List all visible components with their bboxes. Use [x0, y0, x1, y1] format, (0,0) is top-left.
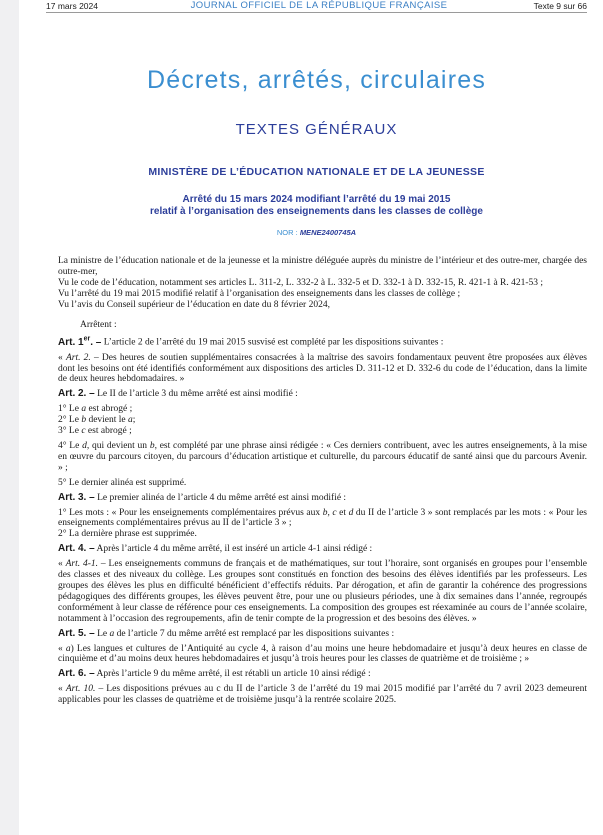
- article-2-label: Art. 2. –: [58, 388, 95, 400]
- header-divider: [46, 12, 587, 13]
- article-4-quote: « Art. 4-1. – Les enseignements communs de français et de mathématiques, sur tout l’horaire, sont organisés en groupes pour l’ensemble des classes et des niveaux du collège. Les groupes sont constitués en fonction des besoins des élèves identifiés par les professeurs. Les groupes des élèves les plus en difficulté bénéficient d’effectifs réduits. Par dérogation, et afin de garantir la cohérence des progressions pédagogiques des différents groupes, les élèves peuvent être, pour une ou plusieurs périodes, une à dix semaines dans l’année, regroupés conformément à leur classe de référence pour ces enseignements. La composition des groupes est réexaminée au cours de l’année scolaire, notamment à l’occasion des regroupements, afin de tenir compte de la progression et des besoins des élèves. »: [58, 559, 587, 624]
- left-margin-bar: [0, 0, 19, 835]
- list-item: 5° Le dernier alinéa est supprimé.: [58, 477, 187, 488]
- nor-value: MENE2400745A: [299, 228, 357, 237]
- list-item: 1° Le a est abrogé ;: [58, 404, 133, 415]
- section-subtitle: TEXTES GÉNÉRAUX: [235, 121, 398, 138]
- article-5-quote: « a) Les langues et cultures de l’Antiquité au cycle 4, à raison d’au moins une heure hebdomadaire et jusqu’à deux heures en classe de cinquième et d’au moins deux heures hebdomadaires et jusqu’à trois heures pour les classes de quatrième et de troisième ; »: [58, 643, 588, 665]
- article-5-label: Art. 5. –: [58, 627, 95, 639]
- article-3: Art. 3. – Le premier alinéa de l’article 4 du même arrêté est ainsi modifié :: [58, 491, 347, 503]
- article-6-quote: « Art. 10. – Les dispositions prévues au c du II de l’article 3 de l’arrêté du 19 mai 2015 modifié par l’arrêté du 7 avril 2023 demeurent applicables pour les classes de quatrième et de troisième jusqu’à la rentrée scolaire 2025.: [58, 684, 588, 706]
- header-text-number: Texte 9 sur 66: [533, 1, 587, 11]
- section-title: Décrets, arrêtés, circulaires: [146, 66, 487, 94]
- list-item: 3° Le c est abrogé ;: [58, 426, 132, 437]
- article-4-label: Art. 4. –: [58, 543, 95, 555]
- header-journal-title: JOURNAL OFFICIEL DE LA RÉPUBLIQUE FRANÇAISE: [190, 0, 448, 11]
- article-3-label: Art. 3. –: [58, 491, 95, 503]
- document-body: [58, 256, 587, 706]
- list-item: 4° Le d, qui devient un b, est complété par une phrase ainsi rédigée : « Ces derniers contribuent, avec les autres enseignements, à la mise en œuvre du parcours citoyen, du parcours d’éducation artistique et culturelle, du parcours éducatif de santé ainsi que du parcours Avenir. » ;: [58, 441, 587, 473]
- article-1-quote: « Art. 2. – Des heures de soutien supplémentaires consacrées à la maîtrise des savoirs fondamentaux peuvent être proposées aux élèves dont les besoins ont été identifiés conformément aux dispositions des articles D. 311-12 et D. 332-6 du code de l’éducation, dans la limite de deux heures hebdomadaires. »: [58, 352, 587, 385]
- ministry-heading: MINISTÈRE DE L’ÉDUCATION NATIONALE ET DE LA JEUNESSE: [148, 166, 485, 178]
- header-date: 17 mars 2024: [46, 1, 98, 11]
- article-1: Art. 1er. – L’article 2 de l’arrêté du 19 mai 2015 susvisé est complété par les dispositions suivantes :: [58, 335, 444, 348]
- preamble-paragraph: Vu l’avis du Conseil supérieur de l’éducation en date du 8 février 2024,: [58, 299, 330, 310]
- article-2: Art. 2. – Le II de l’article 3 du même arrêté est ainsi modifié :: [58, 388, 298, 400]
- list-item: 2° Le b devient le a;: [58, 415, 136, 426]
- arretent: Arrêtent :: [80, 319, 117, 330]
- preamble-paragraph: Vu le code de l’éducation, notamment ses articles L. 311-2, L. 332-2 à L. 332-5 et D. 332-1 à D. 332-15, R. 421-1 à R. 421-53 ;: [58, 277, 544, 288]
- list-item: 2° La dernière phrase est supprimée.: [58, 529, 197, 540]
- article-6-label: Art. 6. –: [58, 668, 95, 680]
- list-item: 1° Les mots : « Pour les enseignements complémentaires prévus aux b, c et d du II de l’article 3 » sont remplacés par les mots : « Pour les enseignements complémentaires prévus au II de l’article 3 » ;: [58, 507, 588, 529]
- preamble-paragraph: La ministre de l’éducation nationale et de la jeunesse et la ministre déléguée auprès du ministre de l’intérieur et des outre-mer, chargée des outre-mer,: [58, 256, 587, 277]
- article-1-label: Art. 1er. –: [58, 335, 102, 348]
- article-6: Art. 6. – Après l’article 9 du même arrêté, il est rétabli un article 10 ainsi rédigé :: [58, 668, 371, 680]
- arrete-title: [70, 194, 563, 218]
- article-5: Art. 5. – Le a de l’article 7 du même arrêté est remplacé par les dispositions suivantes :: [58, 627, 395, 639]
- preamble-paragraph: Vu l’arrêté du 19 mai 2015 modifié relatif à l’organisation des enseignements dans les classes de collège ;: [58, 288, 461, 299]
- nor-label: NOR :: [276, 228, 298, 237]
- article-4: Art. 4. – Après l’article 4 du même arrêté, il est inséré un article 4-1 ainsi rédigé :: [58, 543, 373, 555]
- nor-reference: [46, 228, 587, 237]
- arrete-title-line-1: Arrêté du 15 mars 2024 modifiant l’arrêté du 19 mai 2015: [182, 194, 451, 205]
- arrete-title-line-2: relatif à l’organisation des enseignements dans les classes de collège: [150, 206, 483, 217]
